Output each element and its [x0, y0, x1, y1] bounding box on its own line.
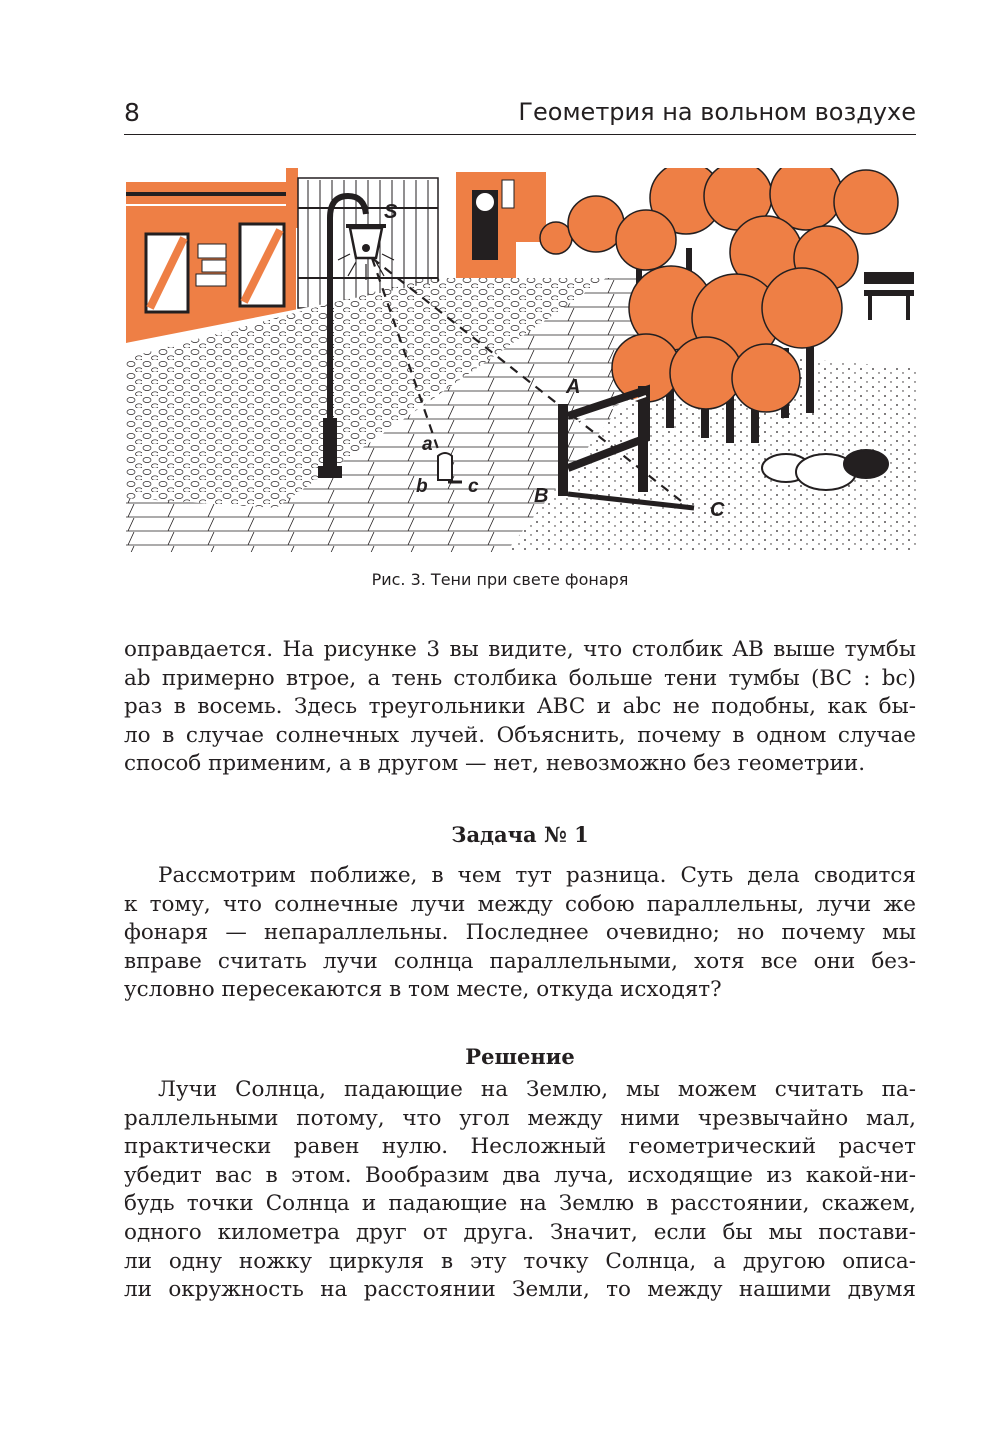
text-line: будь точки Солнца и падающие на Землю в расстоянии, скажем,	[124, 1191, 916, 1217]
label-C: C	[710, 499, 725, 521]
text-line: вправе считать лучи солнца параллельными, хотя все они без-	[124, 948, 916, 974]
label-a: a	[422, 434, 433, 455]
heading-task-1: Задача № 1	[451, 822, 589, 847]
label-b: b	[416, 476, 428, 497]
text-line: Лучи Солнца, падающие на Землю, мы можем считать па-	[158, 1077, 916, 1102]
text-line: способ применим, а в другом — нет, невозможно без геометрии.	[124, 751, 866, 777]
text-line: Рассмотрим поближе, в чем тут разница. Суть дела сводится	[158, 863, 916, 888]
text-line: ab примерно втрое, а тень столбика больше тени тумбы (BC : bc)	[124, 665, 916, 691]
page-number: 8	[124, 98, 140, 127]
label-A: A	[566, 376, 581, 398]
text-line: ло в случае солнечных лучей. Объяснить, почему в одном случае	[124, 722, 916, 748]
street-lamp-illustration	[126, 168, 916, 552]
heading-solution: Решение	[465, 1044, 575, 1069]
text-line: условно пересекаются в том месте, откуда исходят?	[124, 977, 722, 1003]
label-B: B	[534, 485, 549, 507]
paragraph-task	[124, 862, 916, 1005]
paragraph-intro	[124, 636, 916, 779]
text-line: оправдается. На рисунке 3 вы видите, что столбик AB выше тумбы	[124, 637, 916, 662]
text-line: практически равен нулю. Несложный геометрический расчет	[124, 1134, 916, 1160]
building-center	[456, 172, 546, 282]
text-line: убедит вас в этом. Вообразим два луча, исходящие из какой-ни-	[124, 1162, 916, 1188]
running-title: Геометрия на вольном воздухе	[518, 98, 916, 126]
text-line: ли одну ножку циркуля в эту точку Солнца, а другою описа-	[124, 1248, 916, 1274]
label-S: S	[384, 201, 398, 223]
text-line: ли окружность на расстоянии Земли, то между нашими двумя	[124, 1277, 916, 1303]
text-line: к тому, что солнечные лучи между собою параллельны, лучи же	[124, 891, 916, 917]
label-c: c	[468, 476, 479, 497]
text-line: фонаря — непараллельны. Последнее очевидно; но почему мы	[124, 920, 916, 946]
figure-caption: Рис. 3. Тени при свете фонаря	[371, 570, 629, 589]
text-line: раз в восемь. Здесь треугольники ABC и abc не подобны, как бы-	[124, 694, 916, 720]
paragraph-solution	[124, 1076, 916, 1305]
text-line: раллельными потому, что угол между ними чрезвычайно мал,	[124, 1105, 916, 1131]
text-line: одного километра друг от друга. Значит, если бы мы постави-	[124, 1219, 916, 1245]
page-header	[124, 98, 916, 134]
header-rule	[124, 134, 916, 135]
